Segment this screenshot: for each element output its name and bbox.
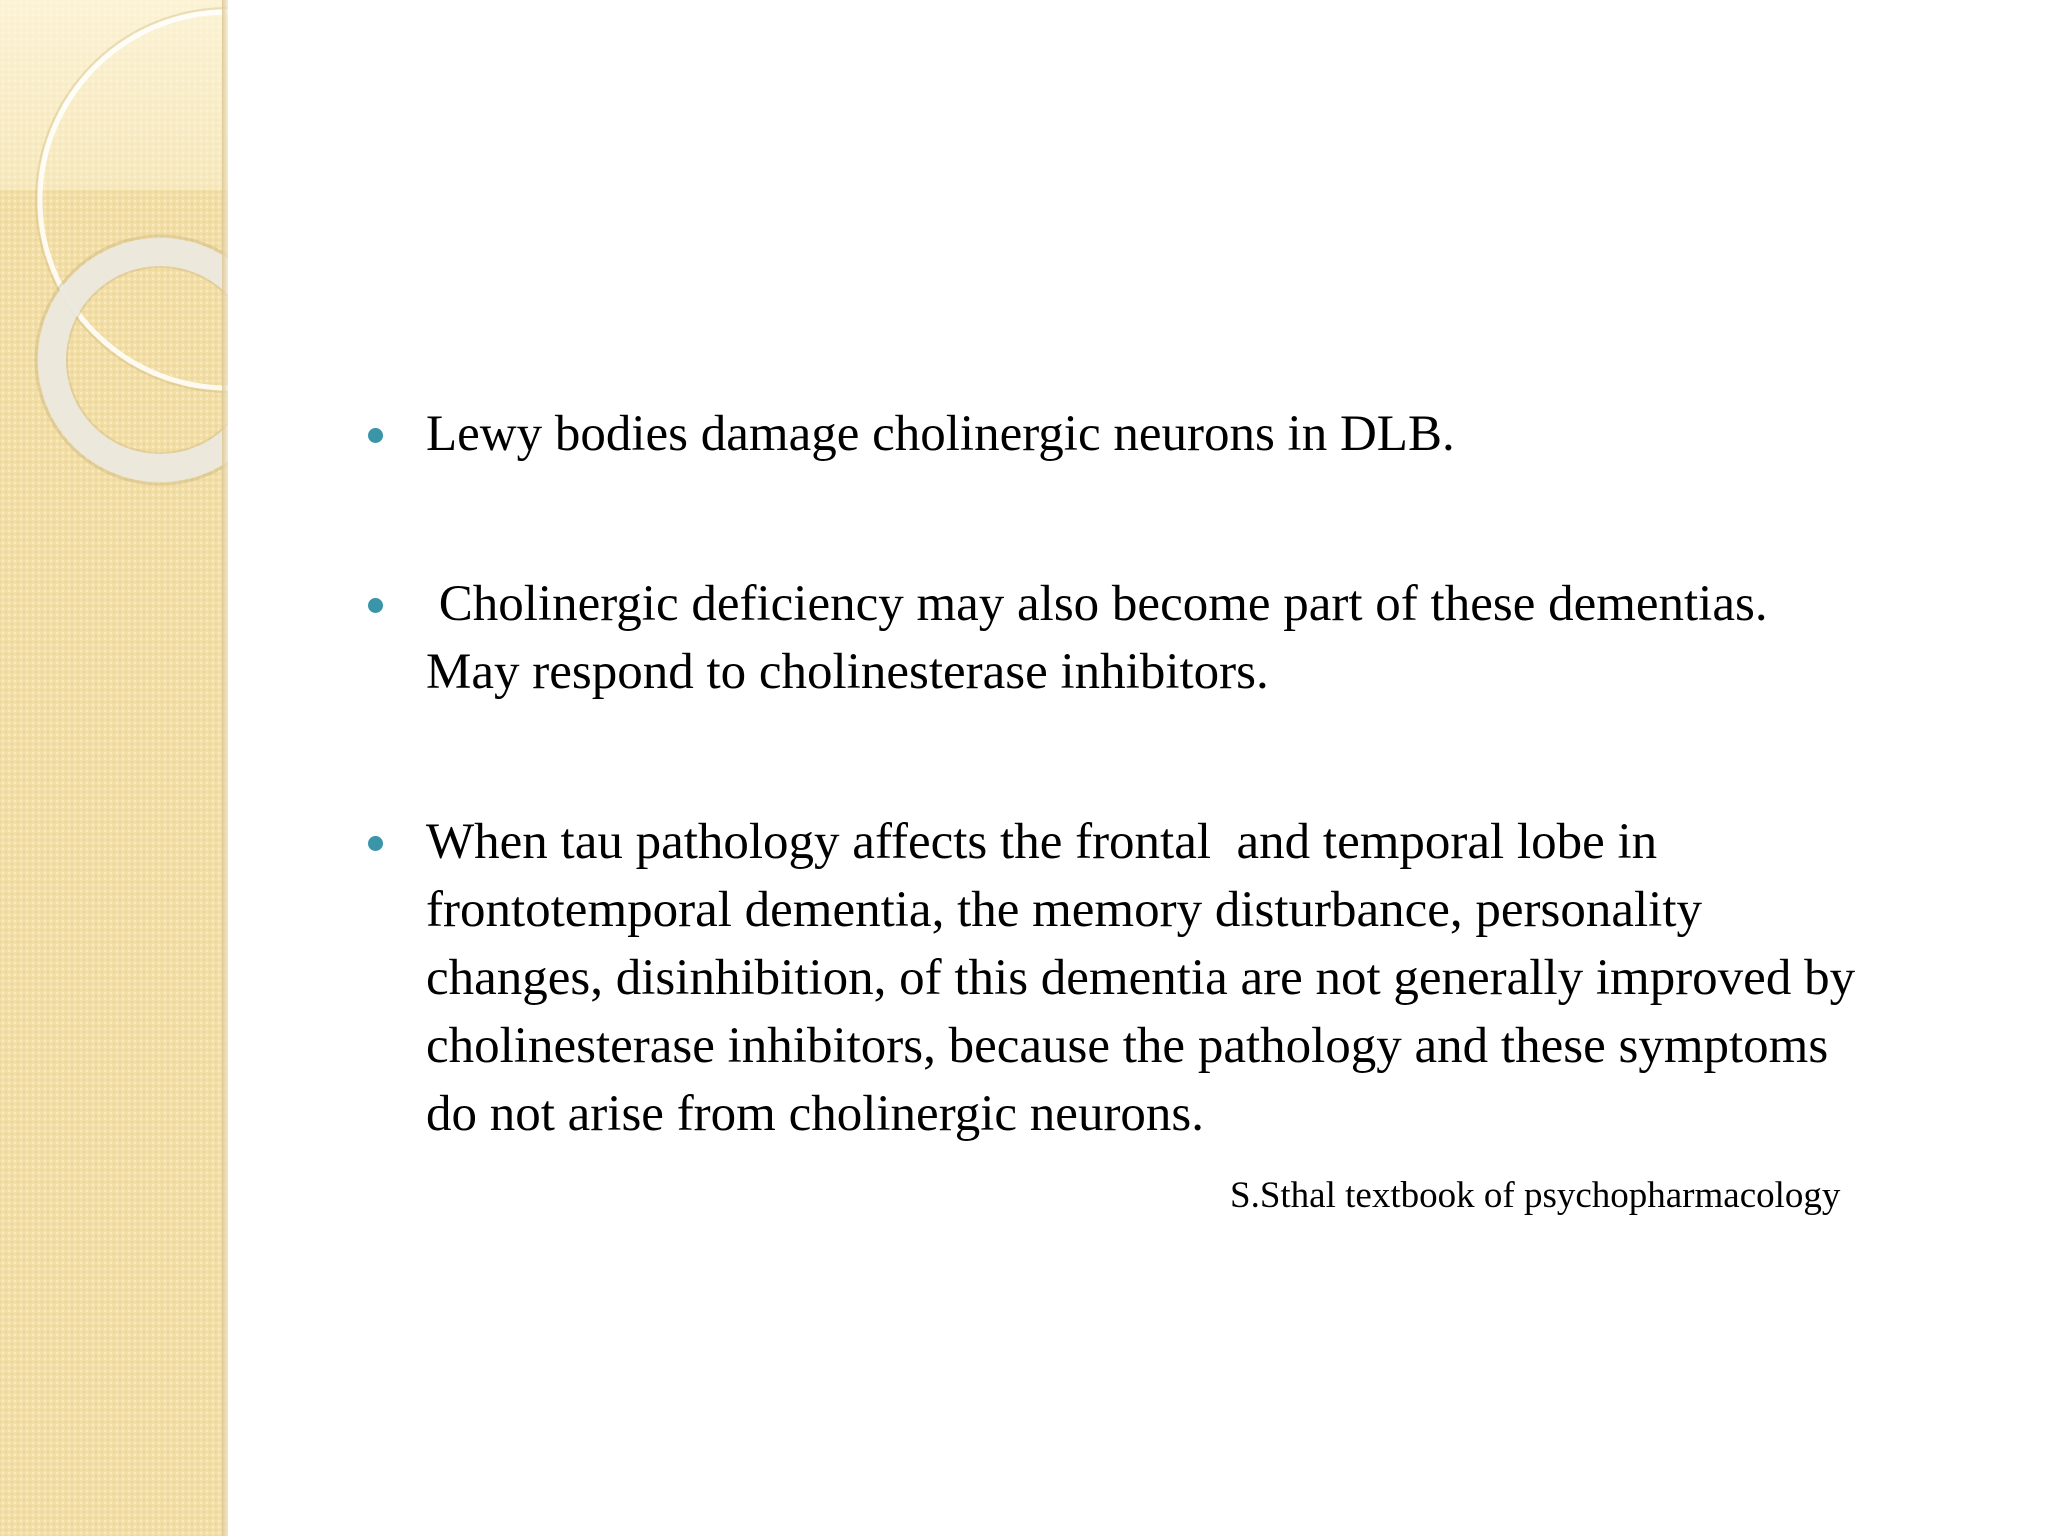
slide-content bbox=[360, 400, 2030, 1148]
sidebar-edge bbox=[222, 0, 228, 1536]
bullet-text: Cholinergic deficiency may also become part of these dementias. May respond to cholinesterase inhibitors. bbox=[426, 576, 1768, 700]
bullet-text: Lewy bodies damage cholinergic neurons in DLB. bbox=[426, 406, 1455, 462]
bullet-dot-icon bbox=[368, 836, 383, 851]
bullet-item bbox=[360, 400, 2030, 468]
small-ring bbox=[52, 252, 228, 468]
bullet-item bbox=[360, 570, 2030, 706]
bullet-text: When tau pathology affects the frontal and temporal lobe in frontotemporal dementia, the memory disturbance, personality changes, disinhibition, of this dementia are not generally improved by cholinesterase inhibitors, because the pathology and these symptoms do not arise from cholinergic neurons. bbox=[426, 814, 1856, 1142]
bullet-dot-icon bbox=[368, 598, 383, 613]
decorative-rings-icon bbox=[0, 0, 228, 520]
bullet-dot-icon bbox=[368, 428, 383, 443]
citation: S.Sthal textbook of psychopharmacology bbox=[1230, 1175, 1841, 1216]
bullet-item bbox=[360, 808, 2030, 1148]
decorative-sidebar bbox=[0, 0, 228, 1536]
